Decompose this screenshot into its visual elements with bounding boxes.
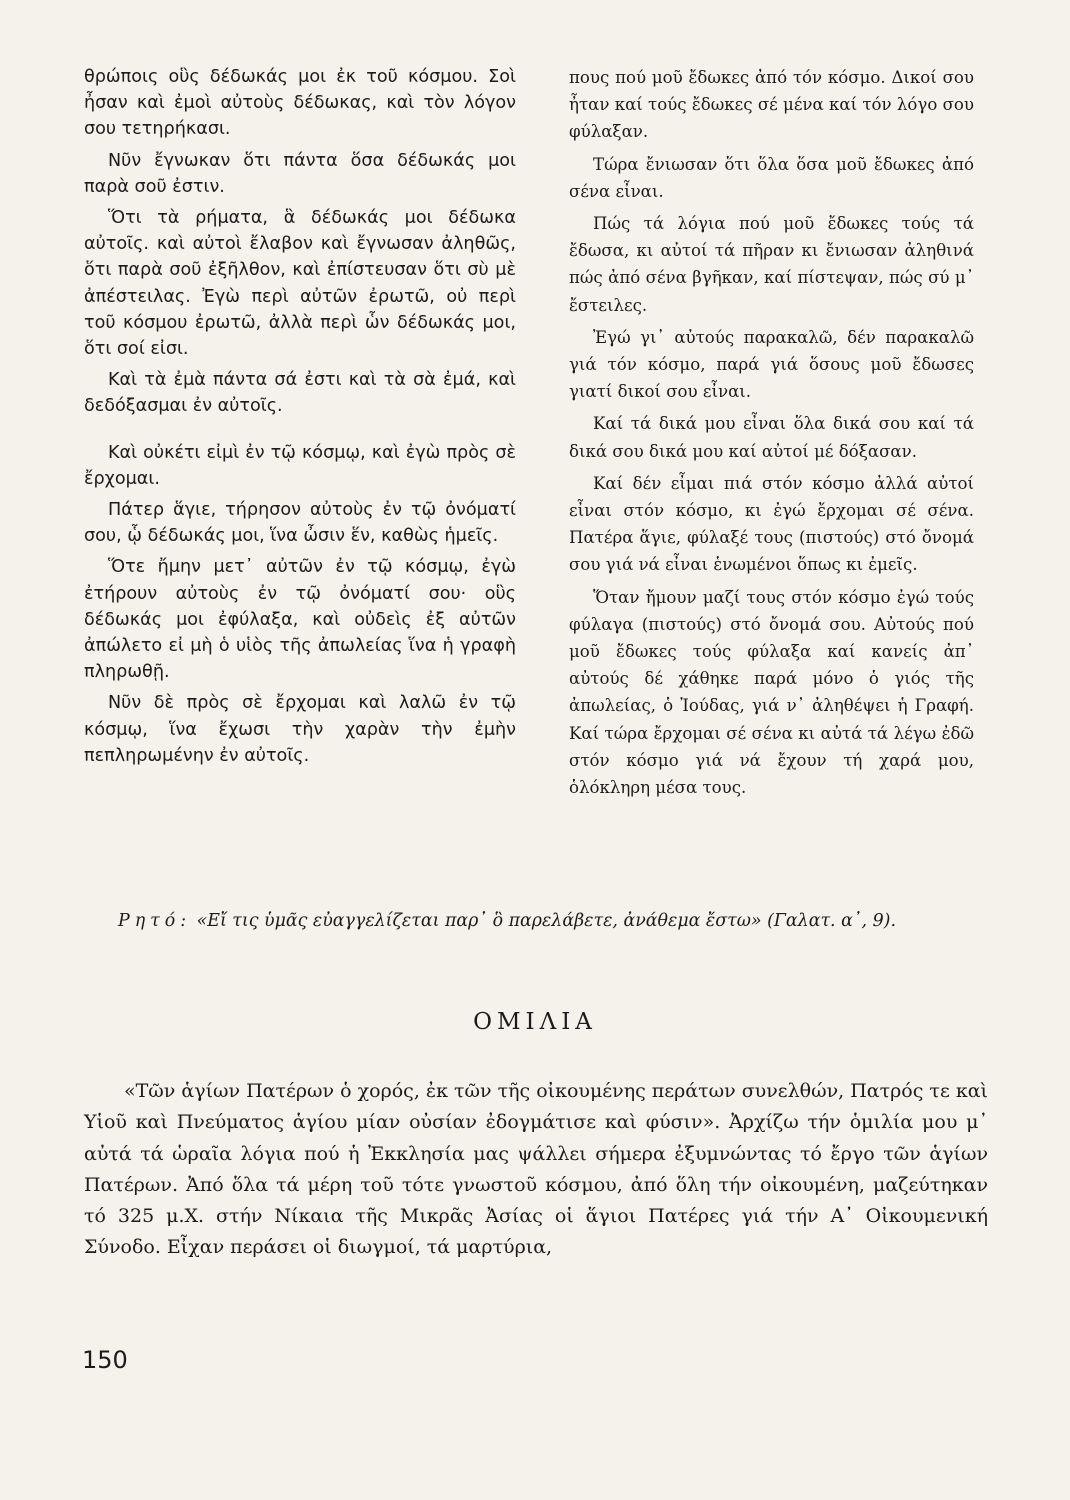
translation-paragraph: Ἐγώ γι᾽ αὐτούς παρακαλῶ, δέν παρακαλῶ γιά τόν κόσμο, παρά γιά ὅσους μοῦ ἔδωσες γιατί δικοί σου εἶναι. bbox=[569, 327, 974, 402]
modern-translation-column bbox=[569, 64, 974, 806]
ancient-paragraph: Ὅτι τὰ ρήματα, ἃ δέδωκάς μοι δέδωκα αὐτοῖς. καὶ αὐτοὶ ἔλαβον καὶ ἔγνωσαν ἀληθῶς, ὅτι παρὰ σοῦ ἐξῆλθον, καὶ ἐπίστευσαν ὅτι σὺ μὲ ἀπέστειλας. Ἐγὼ περὶ αὐτῶν ἐρωτῶ, οὐ περὶ τοῦ κόσμου ἐρωτῶ, ἀλλὰ περὶ ὧν δέδωκάς μοι, ὅτι σοί εἰσι. bbox=[84, 208, 516, 360]
ancient-text-column bbox=[84, 64, 516, 774]
translation-paragraph: Καί τά δικά μου εἶναι ὅλα δικά σου καί τά δικά σου δικά μου καί αὐτοί μέ δόξασαν. bbox=[569, 414, 974, 461]
translation-paragraph: Πώς τά λόγια πού μοῦ ἔδωκες τούς τά ἔδωσα, κι αὐτοί τά πῆραν κι ἔνιωσαν ἀληθινά πώς ἀπό σένα βγῆκαν, καί πίστεψαν, πώς σύ μ᾽ ἔστειλες. bbox=[569, 214, 974, 315]
page-number: 150 bbox=[82, 1346, 128, 1374]
ancient-paragraph: Καὶ τὰ ἐμὰ πάντα σά ἐστι καὶ τὰ σὰ ἐμά, καὶ δεδόξασμαι ἐν αὐτοῖς. bbox=[84, 370, 516, 417]
ancient-paragraph: Ὅτε ἤμην μετ᾽ αὐτῶν ἐν τῷ κόσμῳ, ἐγὼ ἐτήρουν αὐτοὺς ἐν τῷ ὀνόματί σου· οὓς δέδωκάς μοι ἐφύλαξα, καὶ οὐδεὶς ἐξ αὐτῶν ἀπώλετο εἰ μὴ ὁ υἱὸς τῆς ἀπωλείας ἵνα ἡ γραφὴ πληρωθῇ. bbox=[84, 557, 516, 683]
ancient-paragraph: Νῦν ἔγνωκαν ὅτι πάντα ὅσα δέδωκάς μοι παρὰ σοῦ ἐστιν. bbox=[84, 150, 516, 197]
translation-paragraph: Καί δέν εἶμαι πιά στόν κόσμο ἀλλά αὐτοί εἶναι στόν κόσμο, κι ἐγώ ἔρχομαι σέ σένα. Πατέρα ἅγιε, φύλαξέ τους (πιστούς) στό ὄνομά σου γιά νά εἶναι ἑνωμένοι ὅπως κι ἐμεῖς. bbox=[569, 473, 974, 575]
scripture-quote bbox=[118, 908, 998, 934]
ancient-paragraph: Πάτερ ἅγιε, τήρησον αὐτοὺς ἐν τῷ ὀνόματί σου, ᾧ δέδωκάς μοι, ἵνα ὦσιν ἕν, καθὼς ἡμεῖς. bbox=[84, 500, 516, 547]
translation-paragraph: Ὅταν ἤμουν μαζί τους στόν κόσμο ἐγώ τούς φύλαγα (πιστούς) στό ὄνομά σου. Αὐτούς πού μοῦ ἔδωκες τούς φύλαξα καί κανείς ἀπ᾽ αὐτούς δέ χάθηκε παρά μόνο ὁ γιός τῆς ἀπωλείας, ὁ Ἰούδας, γιά ν᾽ ἀληθέψει ἡ Γραφή. Καί τώρα ἔρχομαι σέ σένα κι αὐτά τά λέγω ἐδῶ στόν κόσμο γιά νά ἔχουν τή χαρά μου, ὁλόκληρη μέσα τους. bbox=[569, 587, 974, 798]
ancient-paragraph: Καὶ οὐκέτι εἰμὶ ἐν τῷ κόσμῳ, καὶ ἐγὼ πρὸς σὲ ἔρχομαι. bbox=[84, 442, 516, 489]
homily-heading: ΟΜΙΛΙΑ bbox=[473, 1009, 597, 1035]
ancient-paragraph: Νῦν δὲ πρὸς σὲ ἔρχομαι καὶ λαλῶ ἐν τῷ κόσμῳ, ἵνα ἔχωσι τὴν χαρὰν τὴν ἐμὴν πεπληρωμένην ἐν αὐτοῖς. bbox=[84, 693, 516, 766]
scripture-quote-label: Ρητό: bbox=[118, 911, 192, 931]
ancient-paragraph: θρώποις οὓς δέδωκάς μοι ἐκ τοῦ κόσμου. Σοὶ ἦσαν καὶ ἐμοὶ αὐτοὺς δέδωκας, καὶ τὸν λόγον σου τετηρήκασι. bbox=[84, 67, 516, 140]
translation-paragraph: πους πού μοῦ ἔδωκες ἀπό τόν κόσμο. Δικοί σου ἦταν καί τούς ἔδωκες σέ μένα καί τόν λόγο σου φύλαξαν. bbox=[569, 68, 974, 142]
scripture-quote-text: «Εἴ τις ὑμᾶς εὐαγγελίζεται παρ᾽ ὃ παρελάβετε, ἀνάθεμα ἔστω» (Γαλατ. α᾽, 9). bbox=[196, 911, 896, 931]
translation-paragraph: Τώρα ἔνιωσαν ὅτι ὅλα ὅσα μοῦ ἔδωκες ἀπό σένα εἶναι. bbox=[569, 154, 974, 201]
homily-body-text: «Τῶν ἁγίων Πατέρων ὁ χορός, ἐκ τῶν τῆς οἰκουμένης περάτων συνελθών, Πατρός τε καὶ Υἱοῦ καὶ Πνεύματος ἁγίου μίαν οὐσίαν ἐδογμάτισε καὶ φύσιν». Ἀρχίζω τήν ὁμιλία μου μ᾽ αὐτά τά ὡραῖα λόγια πού ἡ Ἐκκλησία μας ψάλλει σήμερα ἐξυμνώντας τό ἔργο τῶν ἁγίων Πατέρων. Ἀπό ὅλα τά μέρη τοῦ τότε γνωστοῦ κόσμου, ἀπό ὅλη τήν οἰκουμένη, μαζεύτηκαν τό 325 μ.Χ. στήν Νίκαια τῆς Μικρᾶς Ἀσίας οἱ ἅγιοι Πατέρες γιά τήν Α᾽ Οἰκουμενική Σύνοδο. Εἶχαν περάσει οἱ διωγμοί, τά μαρτύρια, bbox=[84, 1080, 988, 1259]
